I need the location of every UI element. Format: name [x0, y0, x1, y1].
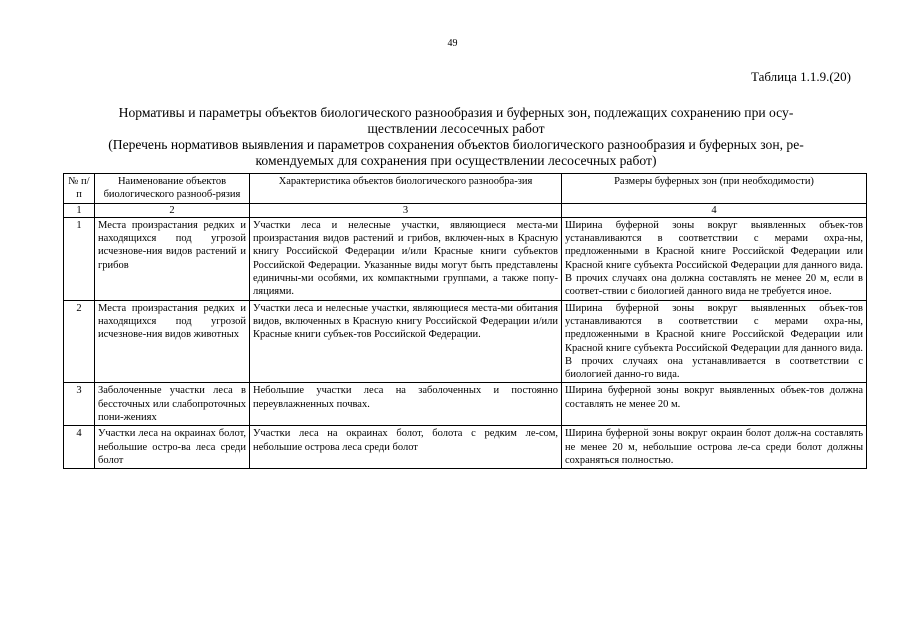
table-row [64, 300, 867, 383]
object-name: Места произрастания редких и находящихся под угрозой исчезнове-ния видов животных [95, 300, 250, 383]
subtitle-line: (Перечень нормативов выявления и параметров сохранения объектов биологического разнообразия и буферных зон, ре- [108, 137, 804, 152]
header-buffer-zone: Размеры буферных зон (при необходимости) [562, 174, 867, 204]
column-number: 2 [95, 203, 250, 217]
object-characteristic: Небольшие участки леса на заболоченных и постоянно переувлажненных почвах. [250, 383, 562, 426]
table-row [64, 426, 867, 469]
table-row [64, 383, 867, 426]
object-name: Заболоченные участки леса в бессточных или слабопроточных пони-жениях [95, 383, 250, 426]
object-name: Участки леса на окраинах болот, небольшие остро-ва леса среди болот [95, 426, 250, 469]
header-number: № п/п [64, 174, 95, 204]
title-line: Нормативы и параметры объектов биологического разнообразия и буферных зон, подлежащих сохранению при осу- [118, 105, 794, 120]
column-number: 4 [562, 203, 867, 217]
subtitle-line: комендуемых для сохранения при осуществлении лесосечных работ) [255, 153, 657, 168]
table-title [56, 105, 856, 169]
header-object-name: Наименование объектов биологического разнооб-рязия [95, 174, 250, 204]
title-line: ществлении лесосечных работ [367, 121, 545, 136]
table-label: Таблица 1.1.9.(20) [750, 69, 851, 84]
buffer-zone-size: Ширина буферной зоны вокруг выявленных объек-тов устанавливаются в соответствии с мерами охра-ны, предложенными в Красной книге Российской Федерации или Красной книге субъекта Российской Федерации для данного вида. В прочих случаях она устанавливается в соответствии с биологией данно-го вида. [562, 300, 867, 383]
object-characteristic: Участки леса и нелесные участки, являющиеся места-ми обитания видов, включенных в Красную книгу Российской Федерации и/или Красные книги субъек-тов Российской Федерации. [250, 300, 562, 383]
object-name: Места произрастания редких и находящихся под угрозой исчезнове-ния видов растений и грибов [95, 217, 250, 300]
column-number-row [64, 203, 867, 217]
table-row [64, 217, 867, 300]
row-number: 1 [64, 217, 95, 300]
row-number: 2 [64, 300, 95, 383]
object-characteristic: Участки леса и нелесные участки, являющиеся места-ми произрастания видов растений и грибов, включен-ных в Красную книгу Российской Федерации и/или Красные книги субъектов Российской Федерации. Указанные виды могут быть представлены единичны-ми особями, их компактными группами, а также попу-ляциями. [250, 217, 562, 300]
header-characteristic: Характеристика объектов биологического разнообра-зия [250, 174, 562, 204]
column-number: 1 [64, 203, 95, 217]
norms-table [63, 173, 867, 469]
table-header-row [64, 174, 867, 204]
column-number: 3 [250, 203, 562, 217]
buffer-zone-size: Ширина буферной зоны вокруг выявленных объек-тов должна составлять не менее 20 м. [562, 383, 867, 426]
buffer-zone-size: Ширина буферной зоны вокруг выявленных объек-тов устанавливаются в соответствии с мерами охра-ны, предложенными в Красной книге Российской Федерации или Красной книге субъекта Российской Федерации для данного вида. В прочих случаях она должна составлять не менее 20 м, если в соответ-ствии с биологией данного вида не требуется иное. [562, 217, 867, 300]
row-number: 4 [64, 426, 95, 469]
row-number: 3 [64, 383, 95, 426]
page-number: 49 [447, 38, 458, 49]
object-characteristic: Участки леса на окраинах болот, болота с редким ле-сом, небольшие острова леса среди болот [250, 426, 562, 469]
buffer-zone-size: Ширина буферной зоны вокруг окраин болот долж-на составлять не менее 20 м, небольшие острова ле-са среди болот должны сохраняться полностью. [562, 426, 867, 469]
